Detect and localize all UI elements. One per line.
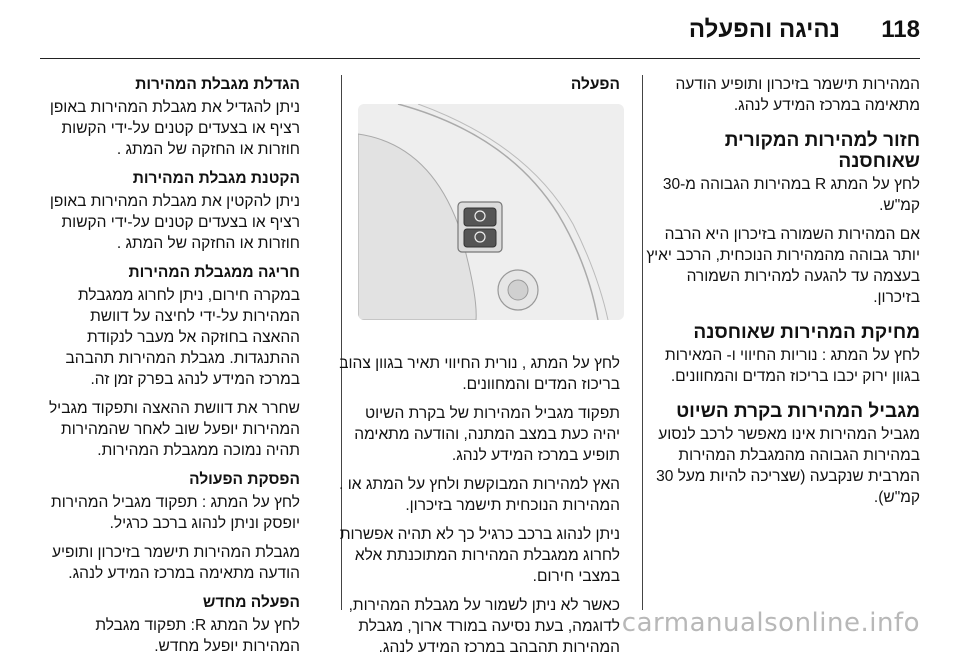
illustration-svg	[358, 104, 624, 320]
section-heading: הפעלה מחדש	[202, 594, 300, 611]
paragraph: לחץ על המתג , נורית החיווי תאיר בגוון צהוב בריכוז המדים והמחוונים.	[339, 355, 620, 393]
paragraph: המהירות תישמר בזיכרון ותופיע הודעה מתאימה במרכז המידע לנהג.	[675, 76, 920, 114]
paragraph: ניתן להגדיל את מגבלת המהירות באופן רציף או בצעדים קטנים על-ידי הקשות חוזרות או החזקה של המתג .	[49, 99, 300, 158]
paragraph: ניתן להקטין את מגבלת המהירות באופן רציף או בצעדים קטנים על-ידי הקשות חוזרות או החזקה של המתג .	[49, 193, 300, 252]
column-left	[42, 74, 300, 665]
column-right	[642, 74, 920, 516]
steering-wheel-illustration	[358, 104, 624, 320]
paragraph: האץ למהירות המבוקשת ולחץ על המתג או . המהירות הנוכחית תישמר בזיכרון.	[339, 476, 620, 514]
section-heading: חריגה ממגבלת המהירות	[128, 264, 300, 281]
section-heading: הקטנת מגבלת המהירות	[132, 170, 300, 187]
paragraph: שחרר את דוושת ההאצה ותפקוד מגביל המהירות יופעל שוב לאחר שהמהירות תהיה נמוכה ממגבלת המהירות.	[48, 400, 300, 459]
section-heading: מחיקת המהירות שאוחסנה	[693, 322, 920, 343]
paragraph: לחץ על המתג R: תפקוד מגבלת המהירות יופעל מחדש.	[95, 617, 300, 655]
paragraph: לחץ על המתג R במהירות הגבוהה מ-30 קמ"ש.	[662, 176, 920, 214]
page-number: 118	[881, 16, 920, 43]
paragraph: לחץ על המתג : תפקוד מגביל המהירות יופסק וניתן לנהוג ברכב כרגיל.	[51, 494, 300, 532]
section-heading: הפעלה	[570, 76, 620, 93]
section-heading: מגביל המהירות בקרת השיוט	[676, 401, 920, 422]
paragraph: במקרה חירום, ניתן לחרוג ממגבלת המהירות על-ידי לחיצה על דוושת ההאצה בחוזקה אל מעבר לנקודת ההתנגדות. מגבלת המהירות תהבהב במרכז המידע לנהג בפרק זמן זה.	[65, 287, 300, 388]
section-heading: חזור למהירות המקורית שאוחסנה	[724, 130, 920, 172]
paragraph: כאשר לא ניתן לשמור על מגבלת המהירות, לדוגמה, בעת נסיעה במורד ארוך, מגבלת המהירות תהבהב במרכז המידע לנהג.	[348, 597, 620, 656]
page-header	[0, 0, 960, 62]
page-title: נהיגה והפעלה	[688, 16, 840, 43]
paragraph: לחץ על המתג : נוריות החיווי ו- המאירות בגוון ירוק יכבו בריכוז המדים והמחוונים.	[664, 347, 920, 385]
header-rule	[40, 58, 920, 59]
paragraph: ניתן לנהוג ברכב כרגיל כך לא תהיה אפשרות לחרוג ממגבלת המהירות המתוכנתת אלא במצבי חירום.	[339, 526, 620, 585]
paragraph: מגבלת המהירות תישמר בזיכרון ותופיע הודעה מתאימה במרכז המידע לנהג.	[51, 544, 300, 582]
paragraph: אם המהירות השמורה בזיכרון היא הרבה יותר גבוהה מהמהירות הנוכחית, הרכב יאיץ בעצמה עד להגעה למהירות השמורה בזיכרון.	[646, 226, 920, 306]
paragraph: מגביל המהירות אינו מאפשר לרכב לנסוע במהירות הגבוהה מהמגבלת המהירות המרבית שנקבעה (שצריכה להיות מעל 30 קמ"ש).	[656, 426, 920, 506]
section-heading: הגדלת מגבלת המהירות	[135, 76, 300, 93]
section-heading: הפסקת הפעולה	[189, 471, 300, 488]
paragraph: תפקוד מגביל המהירות של בקרת השיוט יהיה כעת במצב המתנה, והודעה מתאימה תופיע במרכז המידע לנהג.	[354, 405, 620, 464]
watermark: carmanualsonline.info	[621, 608, 920, 638]
